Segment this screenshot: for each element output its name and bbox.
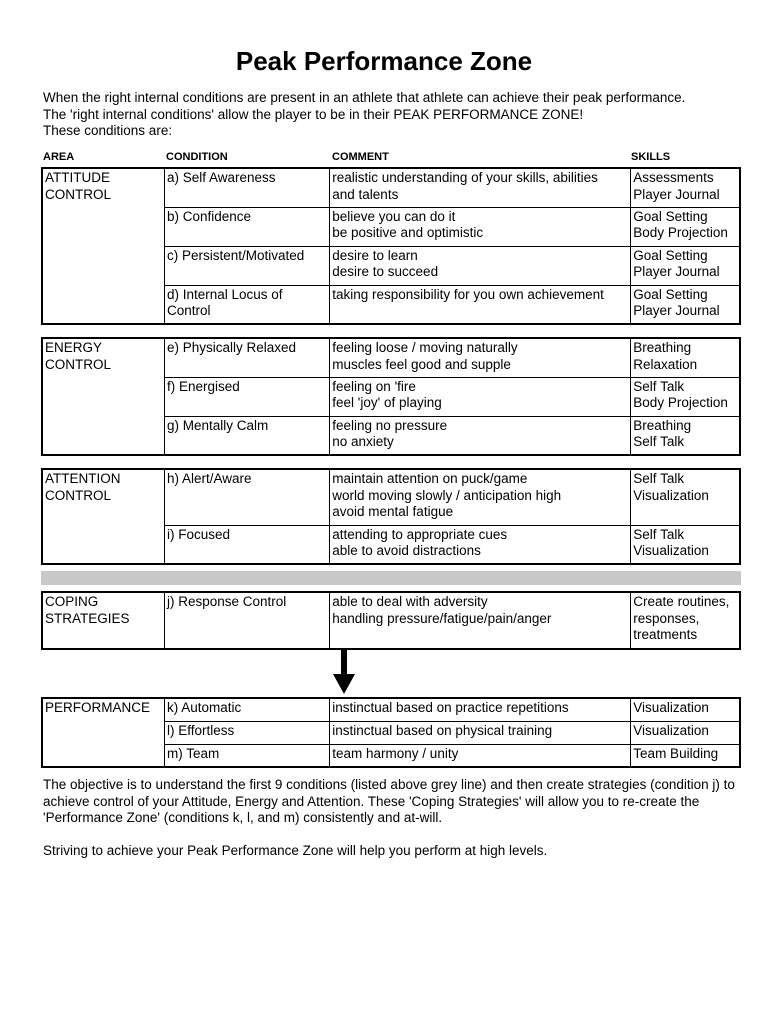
comment-line: taking responsibility for you own achievement	[332, 286, 604, 302]
skills-line: Self Talk	[633, 471, 685, 486]
comment-line: muscles feel good and supple	[332, 356, 511, 372]
comment-line: able to avoid distractions	[332, 543, 481, 558]
comment-cell	[330, 207, 631, 246]
table-row	[42, 698, 740, 721]
grey-divider-line	[41, 571, 741, 585]
condition-cell	[164, 338, 329, 377]
outro-text	[43, 777, 743, 876]
skills-line: Breathing	[633, 417, 692, 433]
skills-cell	[631, 285, 740, 324]
comment-line: no anxiety	[332, 434, 394, 449]
skills-cell	[631, 721, 740, 744]
table-attitude-control	[41, 167, 741, 325]
skills-cell	[631, 525, 740, 564]
comment-line: and talents	[332, 186, 399, 202]
intro-line: These conditions are:	[43, 123, 173, 138]
condition-cell	[164, 207, 329, 246]
intro-line: When the right internal conditions are present in an athlete that athlete can achieve their peak performance.	[43, 90, 686, 105]
comment-line: feeling loose / moving naturally	[332, 340, 518, 355]
outro-paragraph: The objective is to understand the first 9 conditions (listed above grey line) and then create strategies (condition j) to achieve control of your Attitude, Energy and Attention. These 'Coping Strategies' will allow you to re-create the 'Performance Zone' (conditions k, l, and m) consistently and at-will.	[43, 777, 735, 825]
page-title: Peak Performance Zone	[235, 46, 533, 76]
intro-text	[43, 90, 685, 140]
skills-cell	[631, 416, 740, 455]
condition-line: h) Alert/Aware	[166, 471, 252, 486]
skills-line: Visualization	[633, 722, 709, 738]
area-line: ENERGY	[45, 340, 103, 355]
condition-line: d) Internal Locus of	[166, 286, 283, 302]
table-energy-control	[41, 337, 741, 456]
condition-line: l) Effortless	[166, 722, 235, 738]
skills-line: Breathing	[633, 340, 692, 355]
comment-cell	[330, 285, 631, 324]
condition-line: b) Confidence	[166, 208, 252, 224]
table-coping-strategies	[41, 591, 741, 650]
comment-line: instinctual based on practice repetitions	[332, 700, 569, 715]
table-row	[42, 592, 740, 649]
comment-line: desire to succeed	[332, 264, 439, 279]
skills-line: Relaxation	[633, 356, 698, 372]
condition-line: c) Persistent/Motivated	[166, 247, 305, 263]
condition-cell	[164, 744, 329, 767]
table-row	[42, 168, 740, 207]
skills-line: Self Talk	[633, 526, 685, 542]
condition-cell	[164, 469, 329, 525]
skills-line: Visualization	[633, 700, 709, 715]
comment-cell	[330, 338, 631, 377]
comment-cell	[330, 469, 631, 525]
comment-line: handling pressure/fatigue/pain/anger	[332, 610, 552, 626]
condition-line: i) Focused	[166, 526, 230, 542]
condition-cell	[164, 721, 329, 744]
comment-cell	[330, 246, 631, 285]
comment-line: team harmony / unity	[332, 745, 459, 761]
comment-line: avoid mental fatigue	[332, 504, 454, 519]
skills-line: Player Journal	[633, 303, 720, 318]
comment-cell	[330, 377, 631, 416]
comment-cell	[330, 744, 631, 767]
condition-line: a) Self Awareness	[166, 170, 276, 185]
skills-line: Visualization	[633, 487, 709, 503]
header-condition: CONDITION	[166, 151, 228, 163]
skills-line: treatments	[633, 627, 698, 642]
skills-line: Body Projection	[633, 225, 728, 240]
comment-line: able to deal with adversity	[332, 594, 488, 609]
condition-line: e) Physically Relaxed	[166, 340, 297, 355]
condition-cell	[164, 168, 329, 207]
area-line: COPING	[45, 594, 99, 609]
condition-cell	[164, 416, 329, 455]
skills-line: Goal Setting	[633, 247, 708, 263]
area-cell	[42, 469, 164, 564]
area-line: ATTENTION	[45, 471, 121, 486]
comment-line: attending to appropriate cues	[332, 526, 508, 542]
comment-cell	[330, 721, 631, 744]
comment-cell	[330, 698, 631, 721]
skills-cell	[631, 744, 740, 767]
comment-line: feeling no pressure	[332, 417, 448, 433]
skills-line: Team Building	[633, 745, 719, 761]
area-cell	[42, 168, 164, 324]
skills-line: Visualization	[633, 543, 709, 558]
down-arrow-icon	[333, 648, 355, 694]
condition-cell	[164, 285, 329, 324]
skills-cell	[631, 168, 740, 207]
condition-cell	[164, 698, 329, 721]
outro-paragraph: Striving to achieve your Peak Performance Zone will help you perform at high levels.	[43, 843, 548, 858]
skills-line: Body Projection	[633, 395, 728, 410]
area-line: CONTROL	[45, 186, 112, 202]
header-comment: COMMENT	[332, 151, 389, 163]
area-line: ATTITUDE	[45, 170, 110, 185]
area-line: STRATEGIES	[45, 610, 130, 626]
skills-cell	[631, 377, 740, 416]
table-performance	[41, 697, 741, 768]
area-cell	[42, 592, 164, 649]
condition-cell	[164, 246, 329, 285]
condition-line: f) Energised	[166, 378, 240, 394]
comment-line: believe you can do it	[332, 208, 456, 224]
comment-line: desire to learn	[332, 247, 418, 263]
skills-cell	[631, 469, 740, 525]
comment-cell	[330, 525, 631, 564]
skills-line: Self Talk	[633, 378, 685, 394]
comment-line: instinctual based on physical training	[332, 722, 553, 738]
table-attention-control	[41, 468, 741, 565]
skills-cell	[631, 592, 740, 649]
header-area: AREA	[43, 151, 75, 163]
skills-line: Self Talk	[633, 434, 685, 449]
skills-cell	[631, 338, 740, 377]
comment-line: feel 'joy' of playing	[332, 395, 442, 410]
area-line: PERFORMANCE	[45, 700, 151, 715]
comment-cell	[330, 416, 631, 455]
skills-line: Create routines,	[633, 594, 730, 609]
condition-cell	[164, 525, 329, 564]
table-row	[42, 469, 740, 525]
table-row	[42, 338, 740, 377]
skills-line: Goal Setting	[633, 286, 708, 302]
skills-cell	[631, 698, 740, 721]
comment-line: realistic understanding of your skills, abilities	[332, 170, 598, 185]
condition-line: Control	[166, 303, 211, 318]
skills-line: Goal Setting	[633, 208, 708, 224]
condition-line: g) Mentally Calm	[166, 417, 269, 433]
comment-cell	[330, 592, 631, 649]
area-line: CONTROL	[45, 487, 112, 503]
skills-line: responses,	[633, 610, 700, 626]
comment-line: world moving slowly / anticipation high	[332, 487, 562, 503]
condition-cell	[164, 592, 329, 649]
condition-line: j) Response Control	[166, 594, 287, 609]
area-cell	[42, 698, 164, 767]
comment-line: be positive and optimistic	[332, 225, 484, 240]
comment-line: maintain attention on puck/game	[332, 471, 528, 486]
skills-line: Player Journal	[633, 264, 720, 279]
condition-line: k) Automatic	[166, 700, 242, 715]
condition-line: m) Team	[166, 745, 220, 761]
area-cell	[42, 338, 164, 455]
skills-line: Player Journal	[633, 186, 720, 202]
header-skills: SKILLS	[631, 151, 671, 163]
intro-line: The 'right internal conditions' allow the player to be in their PEAK PERFORMANCE ZONE!	[43, 106, 584, 122]
comment-cell	[330, 168, 631, 207]
area-line: CONTROL	[45, 356, 112, 372]
skills-cell	[631, 207, 740, 246]
skills-line: Assessments	[633, 170, 714, 185]
condition-cell	[164, 377, 329, 416]
skills-cell	[631, 246, 740, 285]
comment-line: feeling on 'fire	[332, 378, 416, 394]
